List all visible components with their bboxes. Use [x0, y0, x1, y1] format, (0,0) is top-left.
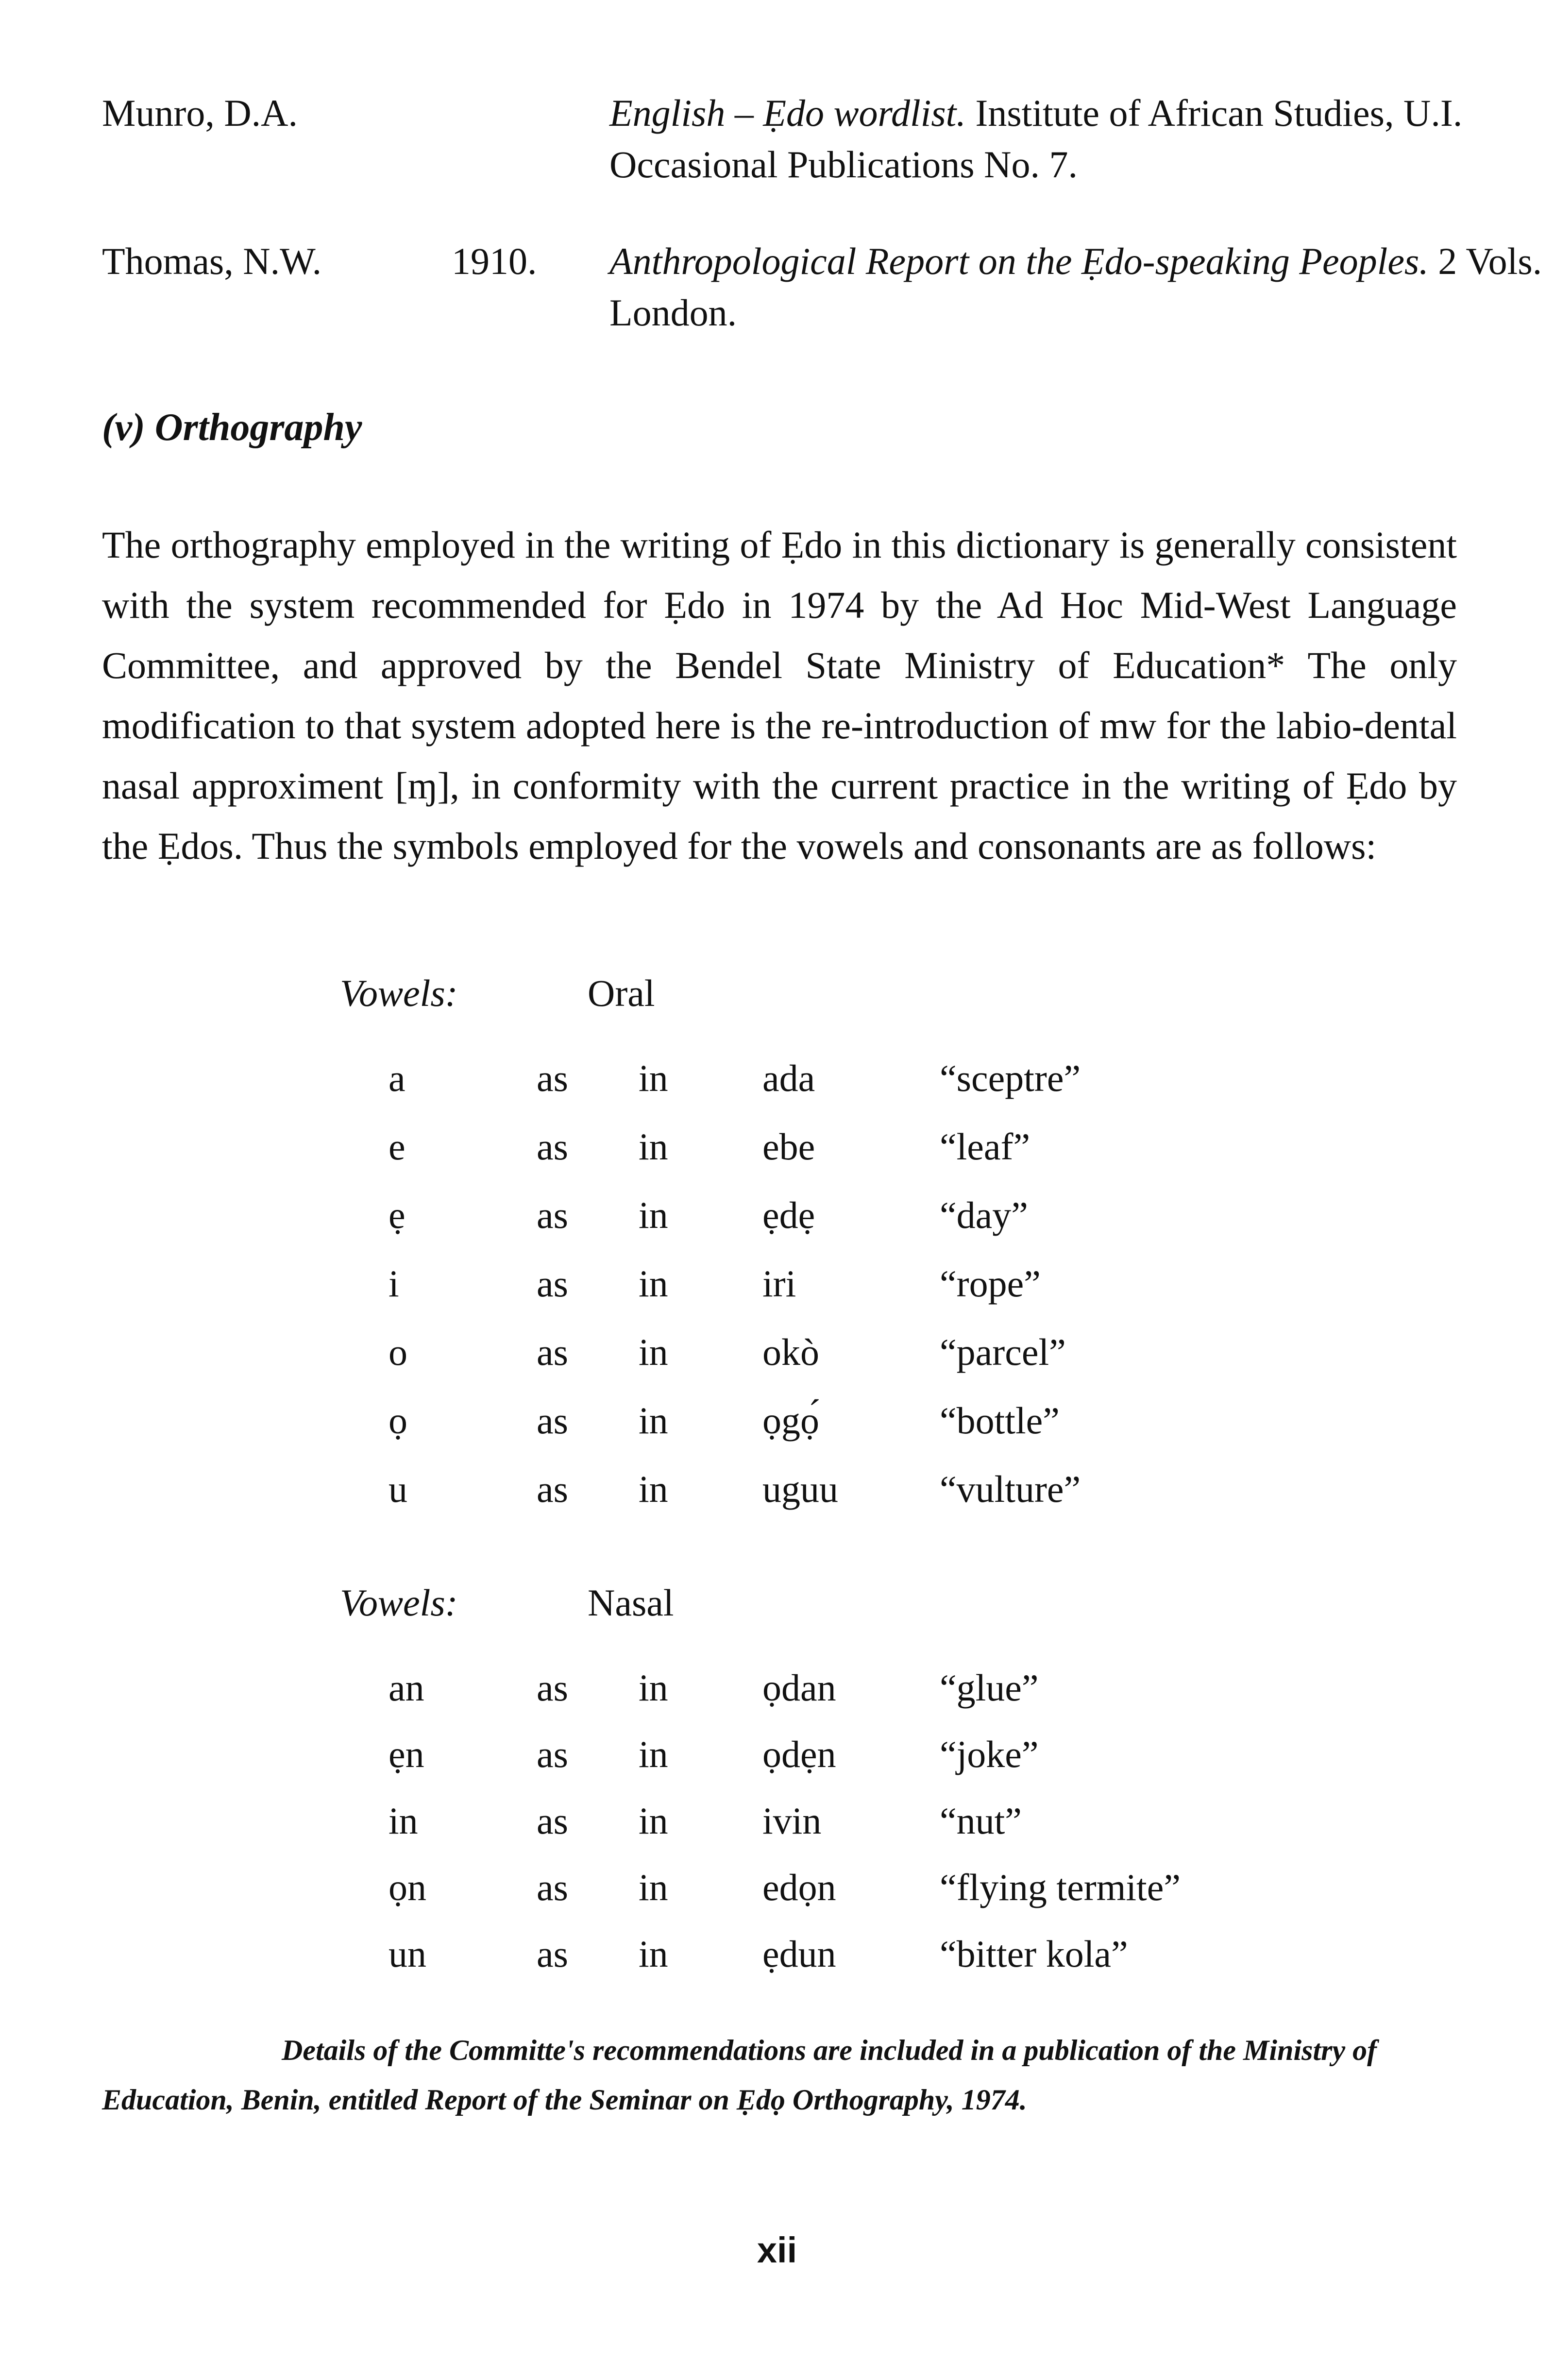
example-word: ọdan: [762, 1666, 836, 1709]
bib-year: 1910.: [452, 240, 537, 282]
vowel-symbol: ẹ: [388, 1194, 405, 1236]
as-word: as: [537, 1262, 568, 1305]
example-word: ivin: [762, 1800, 822, 1842]
example-gloss: “day”: [940, 1194, 1028, 1236]
section-heading: (v) Orthography: [102, 406, 362, 449]
as-word: as: [537, 1468, 568, 1510]
in-word: in: [639, 1933, 668, 1975]
vowel-symbol: o: [388, 1331, 407, 1373]
vowel-row: [0, 1666, 1554, 1724]
example-gloss: “rope”: [940, 1262, 1041, 1305]
vowels-kind: Oral: [588, 972, 655, 1014]
in-word: in: [639, 1800, 668, 1842]
example-gloss: “bitter kola”: [940, 1933, 1128, 1975]
vowel-symbol: u: [388, 1468, 407, 1510]
in-word: in: [639, 1666, 668, 1709]
vowel-symbol: e: [388, 1125, 405, 1168]
example-word: ọdẹn: [762, 1733, 836, 1775]
bib-entry-text: [609, 87, 1554, 190]
vowel-row: [0, 1467, 1554, 1526]
vowel-row: [0, 1125, 1554, 1183]
vowel-row: [0, 1262, 1554, 1320]
as-word: as: [537, 1057, 568, 1099]
in-word: in: [639, 1057, 668, 1099]
vowel-row: [0, 1056, 1554, 1115]
vowels-kind: Nasal: [588, 1581, 674, 1624]
example-gloss: “bottle”: [940, 1399, 1060, 1442]
in-word: in: [639, 1194, 668, 1236]
vowel-row: [0, 1799, 1554, 1857]
example-word: edọn: [762, 1866, 836, 1908]
example-word: ada: [762, 1057, 815, 1099]
vowel-row: [0, 1193, 1554, 1252]
example-gloss: “parcel”: [940, 1331, 1066, 1373]
as-word: as: [537, 1399, 568, 1442]
vowel-symbol: in: [388, 1800, 418, 1842]
example-gloss: “leaf”: [940, 1125, 1030, 1168]
example-word: ebe: [762, 1125, 815, 1168]
example-gloss: “sceptre”: [940, 1057, 1081, 1099]
vowel-symbol: a: [388, 1057, 405, 1099]
vowel-symbol: i: [388, 1262, 399, 1305]
example-word: ẹdun: [762, 1933, 836, 1975]
bib-author: Munro, D.A.: [102, 92, 298, 134]
vowel-row: [0, 1932, 1554, 1990]
example-word: iri: [762, 1262, 796, 1305]
example-gloss: “glue”: [940, 1666, 1039, 1709]
footnote: Details of the Committe's recommendations are included in a publication of the Ministry of Education, Benin, entitled Report of the Seminar on Ẹdọ Orthography, 1974.: [102, 2034, 1377, 2116]
vowel-symbol: un: [388, 1933, 426, 1975]
in-word: in: [639, 1866, 668, 1908]
in-word: in: [639, 1125, 668, 1168]
in-word: in: [639, 1331, 668, 1373]
vowel-symbol: ọn: [388, 1866, 426, 1908]
vowel-symbol: an: [388, 1666, 424, 1709]
bib-publication: Institute of African Studies, U.I. Occasional Publications No. 7.: [609, 92, 1463, 186]
vowels-label: Vowels:: [340, 972, 458, 1014]
vowel-row: [0, 1866, 1554, 1924]
in-word: in: [639, 1262, 668, 1305]
in-word: in: [639, 1733, 668, 1775]
example-word: okò: [762, 1331, 819, 1373]
in-word: in: [639, 1399, 668, 1442]
as-word: as: [537, 1194, 568, 1236]
bib-publication: 2 Vols. London.: [609, 240, 1542, 334]
as-word: as: [537, 1800, 568, 1842]
as-word: as: [537, 1733, 568, 1775]
vowels-label: Vowels:: [340, 1581, 458, 1624]
example-gloss: “nut”: [940, 1800, 1022, 1842]
bib-author: Thomas, N.W.: [102, 240, 322, 282]
vowel-row: [0, 1733, 1554, 1791]
in-word: in: [639, 1468, 668, 1510]
example-gloss: “flying termite”: [940, 1866, 1181, 1908]
example-gloss: “vulture”: [940, 1468, 1081, 1510]
as-word: as: [537, 1331, 568, 1373]
as-word: as: [537, 1933, 568, 1975]
example-word: ọgọ́: [762, 1399, 819, 1442]
vowel-row: [0, 1399, 1554, 1457]
vowel-row: [0, 1330, 1554, 1389]
example-word: ẹdẹ: [762, 1194, 815, 1236]
vowel-symbol: ẹn: [388, 1733, 424, 1775]
bib-entry-text: [609, 236, 1554, 339]
example-word: uguu: [762, 1468, 838, 1510]
as-word: as: [537, 1125, 568, 1168]
example-gloss: “joke”: [940, 1733, 1039, 1775]
bib-title: Anthropological Report on the Ẹdo-speaking Peoples.: [609, 240, 1429, 282]
vowel-symbol: ọ: [388, 1399, 407, 1442]
page-number: xii: [757, 2230, 797, 2270]
as-word: as: [537, 1866, 568, 1908]
orthography-paragraph: The orthography employed in the writing of Ẹdo in this dictionary is generally consistent with the system recommended for Ẹdo in 1974 by the Ad Hoc Mid-West Language Committee, and approved by the Bendel State Ministry of Education* The only modification to that system adopted here is the re-introduction of mw for the labio-dental nasal approximent [ɱ], in conformity with the current practice in the writing of Ẹdo by the Ẹdos. Thus the symbols employed for the vowels and consonants are as follows:: [102, 524, 1457, 867]
bib-title: English – Ẹdo wordlist.: [609, 92, 966, 134]
as-word: as: [537, 1666, 568, 1709]
